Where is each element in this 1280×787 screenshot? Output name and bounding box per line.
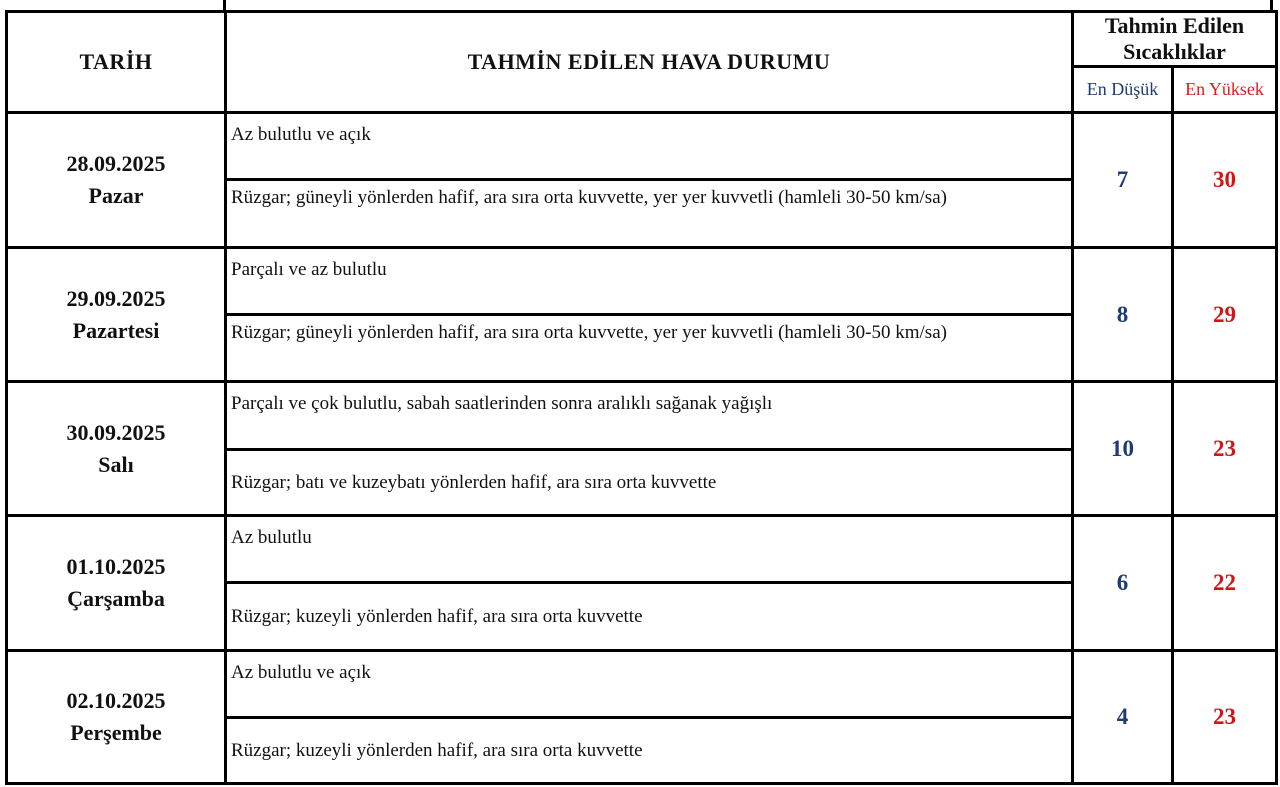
date-text: 28.09.2025 (66, 151, 166, 176)
weekday-text: Çarşamba (67, 586, 165, 611)
wind-description: Rüzgar; güneyli yönlerden hafif, ara sıra orta kuvvette, yer yer kuvvetli (hamleli 30-50 km/sa) (226, 315, 1073, 382)
high-temp-value: 22 (1173, 516, 1277, 651)
high-temp-value: 23 (1173, 651, 1277, 784)
high-temp-value: 30 (1173, 113, 1277, 248)
low-temp-value: 8 (1073, 248, 1173, 382)
low-temp-value: 4 (1073, 651, 1173, 784)
header-row (7, 12, 1277, 67)
low-temp-value: 10 (1073, 382, 1173, 516)
temperatures-column-header: Tahmin Edilen Sıcaklıklar (1073, 12, 1277, 67)
weekday-text: Pazartesi (72, 317, 160, 343)
weekday-text: Salı (98, 451, 134, 477)
date-cell (7, 248, 226, 382)
low-temp-value: 7 (1073, 113, 1173, 248)
sky-description: Az bulutlu ve açık (226, 113, 1073, 180)
table-row (7, 248, 1277, 315)
high-temp-value: 23 (1173, 382, 1277, 516)
wind-description: Rüzgar; kuzeyli yönlerden hafif, ara sıra orta kuvvette (226, 583, 1073, 651)
low-temp-header: En Düşük (1073, 67, 1173, 113)
date-cell (7, 651, 226, 784)
date-text: 29.09.2025 (66, 285, 166, 311)
date-cell (7, 516, 226, 651)
low-temp-value: 6 (1073, 516, 1173, 651)
sky-description: Az bulutlu ve açık (226, 651, 1073, 718)
date-text: 01.10.2025 (66, 554, 166, 579)
wind-description: Rüzgar; güneyli yönlerden hafif, ara sıra orta kuvvette, yer yer kuvvetli (hamleli 30-50 km/sa) (226, 180, 1073, 248)
sky-description: Az bulutlu (226, 516, 1073, 583)
sky-description: Parçalı ve az bulutlu (226, 248, 1073, 315)
weather-column-header: TAHMİN EDİLEN HAVA DURUMU (226, 12, 1073, 113)
date-cell (7, 113, 226, 248)
date-cell (7, 382, 226, 516)
weather-forecast-table (5, 10, 1278, 785)
high-temp-value: 29 (1173, 248, 1277, 382)
table-row (7, 382, 1277, 450)
date-text: 02.10.2025 (66, 688, 166, 713)
date-column-header: TARİH (7, 12, 226, 113)
table-row (7, 651, 1277, 718)
table-row (7, 113, 1277, 180)
weekday-text: Perşembe (70, 720, 162, 745)
table-row (7, 516, 1277, 583)
weekday-text: Pazar (88, 183, 144, 208)
wind-description: Rüzgar; kuzeyli yönlerden hafif, ara sıra orta kuvvette (226, 718, 1073, 784)
sky-description: Parçalı ve çok bulutlu, sabah saatlerinden sonra aralıklı sağanak yağışlı (226, 382, 1073, 450)
wind-description: Rüzgar; batı ve kuzeybatı yönlerden hafif, ara sıra orta kuvvette (226, 450, 1073, 516)
high-temp-header: En Yüksek (1173, 67, 1277, 113)
date-text: 30.09.2025 (66, 419, 166, 445)
